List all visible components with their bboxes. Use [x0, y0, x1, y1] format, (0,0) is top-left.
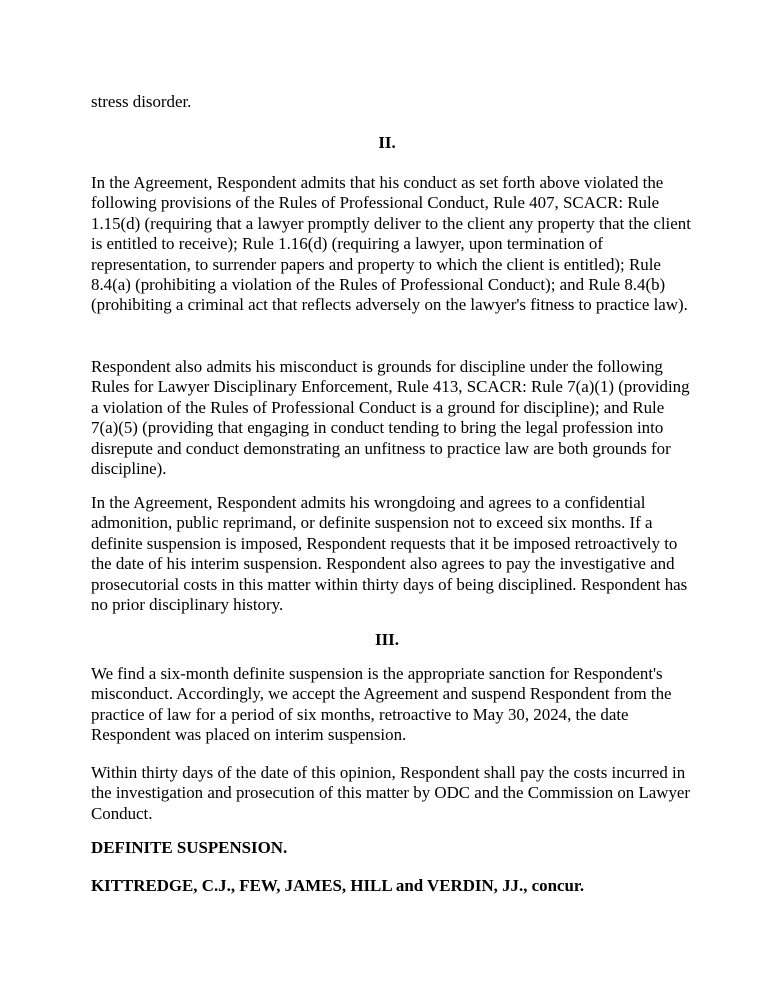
continuation-text: stress disorder.	[91, 92, 192, 111]
paragraph-grounds-for-discipline: Respondent also admits his misconduct is grounds for discipline under the following Rules for Lawyer Disciplinary Enforcement, Rule 413, SCACR: Rule 7(a)(1) (providing a violation of the Rules of Professional Conduct is a ground for discipline); and Rule 7(a)(5) (providing that engaging in conduct tending to bring the legal profession into disrepute and conduct demonstrating an unfitness to practice law are both grounds for discipline).	[91, 357, 690, 479]
paragraph-costs: Within thirty days of the date of this opinion, Respondent shall pay the costs incurred in the investigation and prosecution of this matter by ODC and the Commission on Lawyer Conduct.	[91, 763, 691, 823]
paragraph-agreement-terms: In the Agreement, Respondent admits his wrongdoing and agrees to a confidential admonition, public reprimand, or definite suspension not to exceed six months. If a definite suspension is imposed, Respondent requests that it be imposed retroactively to the date of his interim suspension. Respondent also agrees to pay the investigative and prosecutorial costs in this matter within thirty days of being disciplined. Respondent has no prior disciplinary history.	[91, 493, 688, 615]
section-heading-iii: III.	[375, 630, 399, 649]
section-heading-ii: II.	[378, 133, 396, 152]
concurrence: KITTREDGE, C.J., FEW, JAMES, HILL and VERDIN, JJ., concur.	[91, 876, 585, 895]
paragraph-sanction: We find a six-month definite suspension is the appropriate sanction for Respondent's misconduct. Accordingly, we accept the Agreement and suspend Respondent from the practice of law for a period of six months, retroactive to May 30, 2024, the date Respondent was placed on interim suspension.	[91, 664, 672, 745]
paragraph-rules-violated: In the Agreement, Respondent admits that his conduct as set forth above violated the following provisions of the Rules of Professional Conduct, Rule 407, SCACR: Rule 1.15(d) (requiring that a lawyer promptly deliver to the client any property that the client is entitled to receive); Rule 1.16(d) (requiring a lawyer, upon termination of representation, to surrender papers and property to which the client is entitled); Rule 8.4(a) (prohibiting a violation of the Rules of Professional Conduct); and Rule 8.4(b) (prohibiting a criminal act that reflects adversely on the lawyer's fitness to practice law).	[91, 173, 691, 315]
disposition: DEFINITE SUSPENSION.	[91, 838, 288, 857]
